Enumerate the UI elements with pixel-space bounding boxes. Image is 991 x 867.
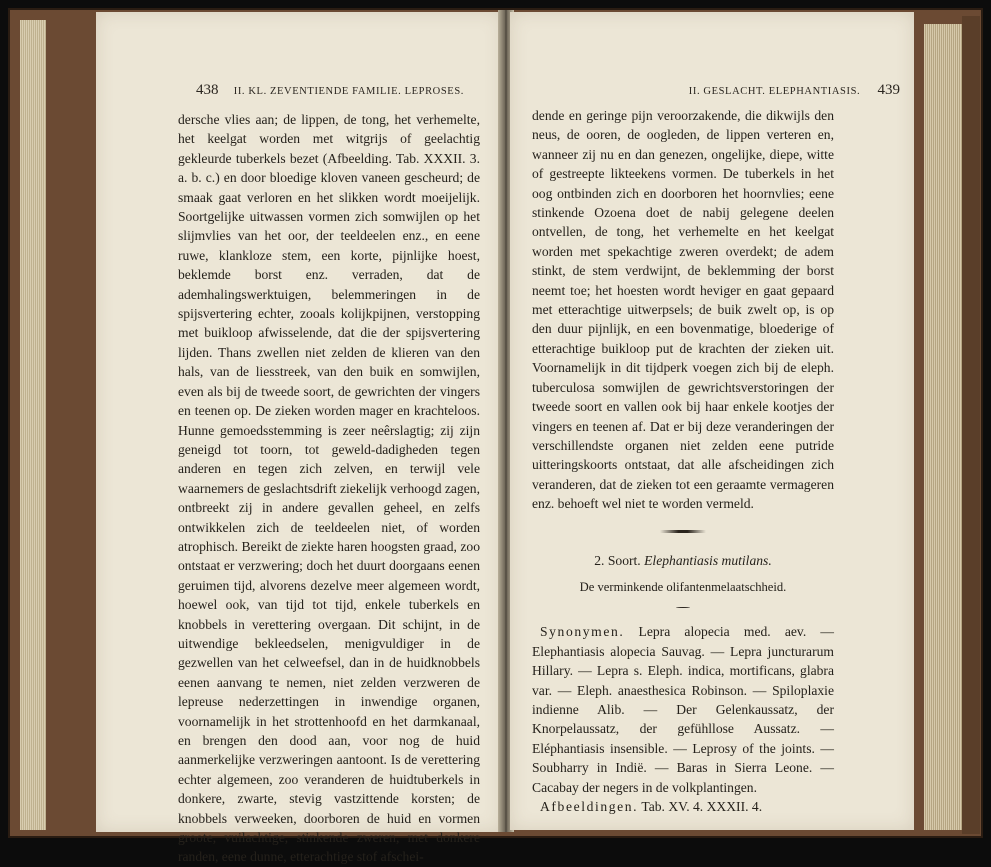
left-page-number: 438 bbox=[196, 82, 219, 98]
figures-text: Tab. XV. 4. XXXII. 4. bbox=[641, 799, 763, 814]
figures-label: Afbeeldingen. bbox=[540, 799, 639, 814]
right-paragraph: dende en geringe pijn veroorzakende, die dikwijls den neus, de ooren, de oogleden, de lippen verteren en, wanneer zij nu en dan genezen, ongelijke, diepe, witte of gestreepte likteekens vormen. De tuberkels in het oog ontbinden zich en doorboren het hoornvlies; eene stinkende Ozoena doet de nabij gelegene deelen ontvellen, de tong, het verhemelte en het keelgat worden met spekachtige zweren overdekt; de adem stinkt, de stem verdwijnt, de beklemming der borst neemt toe; het hoesten wordt heviger en gaat gepaard met etterachtige uitwerpsels; de buik zwelt op, is op den duur pijnlijk, en een bovenmatige, bloederige of etterachtige buikloop put de krachten der zieken uit. Voornamelijk in dit tijdperk voegen zich bij de eleph. tuberculosa somwijlen de gewrichtsverstoringen der tweede soort en vallen ook bij haar enkele kootjes der vingers en teenen af. Dat er bij deze veranderingen der verschillendste organen niet zelden eene putride uitteringskoorts ontstaat, dat alle afscheidingen zich veranderen, dat de zieken tot een geraamte vermageren enz. behoeft wel niet te worden vermeld. bbox=[532, 108, 834, 512]
section-number: 2. Soort. bbox=[594, 552, 641, 568]
right-running-head bbox=[689, 82, 900, 99]
book-cover-edge bbox=[962, 16, 980, 834]
synonyms-paragraph bbox=[532, 622, 834, 797]
left-paragraph: dersche vlies aan; de lippen, de tong, het verhemelte, het keelgat worden met witgrijs of geelachtig gekleurde tuberkels bezet (Afbeelding. Tab. XXXII. 3. a. b. c.) en door bloedige kloven vaneen gescheurd; de smaak gaat verloren en het slikken wordt moeijelijk. Soortgelijke uitwassen vormen zich somwijlen op het slijmvlies van het oor, der teeldeelen enz., en eene ruwe, klankloze stem, een korte, pijnlijke hoest, beklemde borst enz. verraden, dat de ademhalingswerktuigen, belemmeringen in de spijsvertering echter, zooals kolijkpijnen, verstopping met buikloop afwisselende, dat die der spijsvertering lijden. Thans zwellen niet zelden de klieren van den hals, van de liesstreek, van den buik en somwijlen, even als bij de tweede soort, de gewrichten der vingers en teenen op. De zieken worden mager en krachteloos. Hunne gemoedsstemming is zeer neêrslagtig; zij zijn geneigd tot toorn, tot geweld-dadigheden tegen anderen en tegen zich zelven, en terwijl vele waarnemers de geslachtsdrift ziekelijk verhoogd zagen, ontbreekt zij in andere gevallen geheel, en zelfs ontwikkelen zich de teeldeelen niet, of worden atrophisch. Bereikt de ziekte haren hoogsten graad, zoo ontstaat er verzwering; doch het duurt doorgaans eenen geruimen tijd, alvorens dezelve meer algemeen wordt, hoewel ook, van tijd tot tijd, enkele tuberkels en knobbels in verettering overgaan. Dit schijnt, in de uitwendige bekleedselen, menigvuldiger in de gezwellen van het celweefsel, dan in de huidknobbels eenen aanvang te nemen, niet zelden verzweren de lepreuse nederzettingen in inwendige organen, voornamelijk in het strottenhoofd en het darmkanaal, en brengen den dood aan, voor nog de huid aanmerkelijke verzweringen aantoont. Is de verettering echter algemeen, zoo veranderen de huidtuberkels in donkere, zwarte, stevig vastzittende korsten; de knobbels verweeken, doorboren de huid en vormen groote, vuilachtige, stinkende zweren, met donkere randen, eene dunne, etterachtige stof afschei- bbox=[178, 112, 480, 865]
left-running-head bbox=[196, 82, 464, 99]
synonyms-text: Lepra alopecia med. aev. — Elephantiasis alopecia Sauvag. — Lepra juncturarum Hillary. — Lepra s. Eleph. indica, mortificans, glabra var. — Eleph. anaesthesica Robinson. — Spiloplaxie indienne Alib. — Der Gelenkaussatz, der Knorpelaussatz, der gefühllose Aussatz. — Eléphantiasis insensible. — Leprosy of the joints. — Soubharry in Indië. — Baras in Sierra Leone. — Cacabay der negers in de volkplantingen. bbox=[532, 624, 834, 795]
section-ornament bbox=[660, 530, 706, 533]
section-rule bbox=[676, 607, 690, 608]
right-running-head-text: II. GESLACHT. ELEPHANTIASIS. bbox=[688, 86, 861, 97]
page-edges-right bbox=[924, 24, 964, 830]
left-body-text bbox=[178, 110, 480, 867]
right-body-text bbox=[532, 106, 834, 816]
section-subtitle: De verminkende olifantenmelaatschheid. bbox=[579, 579, 787, 594]
left-page bbox=[96, 12, 502, 865]
right-page bbox=[510, 12, 914, 830]
page-edges-left bbox=[20, 20, 46, 830]
section-name: Elephantiasis mutilans. bbox=[644, 552, 772, 568]
figures-paragraph bbox=[532, 797, 834, 816]
right-page-number: 439 bbox=[877, 82, 900, 98]
synonyms-label: Synonymen. bbox=[540, 624, 625, 640]
left-running-head-text: II. KL. ZEVENTIENDE FAMILIE. LEPROSES. bbox=[233, 86, 464, 97]
section-title bbox=[532, 551, 834, 570]
